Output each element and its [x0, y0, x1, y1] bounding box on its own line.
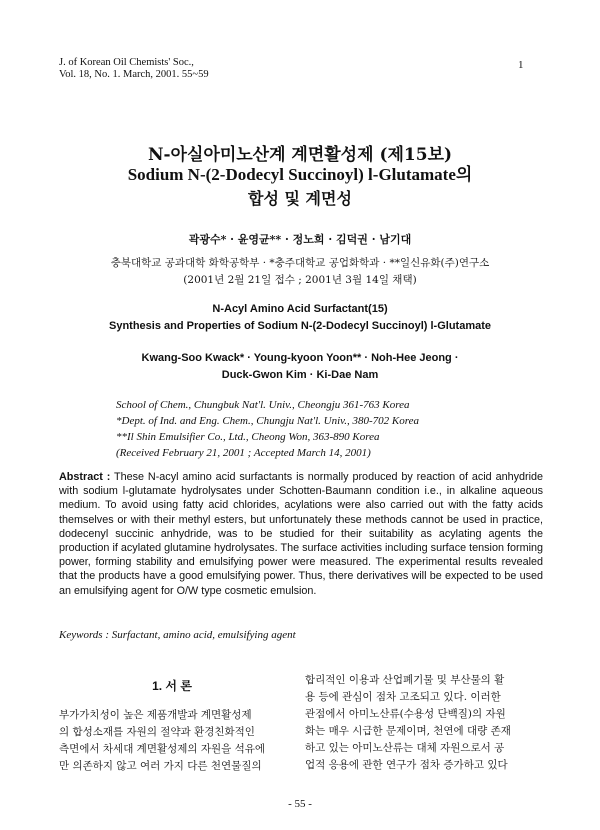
body-line: 관점에서 아미노산류(수용성 단백질)의 자원 [305, 708, 506, 720]
authors-english-line-2: Duck-Gwon Kim · Ki-Dae Nam [221, 369, 379, 381]
body-line: 업적 응용에 관한 연구가 점차 증가하고 있다 [305, 759, 508, 771]
abstract [59, 470, 543, 598]
title-korean-line3: 합성 및 계면성 [248, 189, 352, 208]
abstract-label: Abstract : [59, 471, 111, 483]
body-line: 용 등에 관심이 점차 고조되고 있다. 이러한 [305, 691, 501, 703]
body-line: 화는 매우 시급한 문제이며, 천연에 대량 존재 [305, 725, 511, 737]
authors-korean: 곽광수* · 윤영균** · 정노희 · 김덕권 · 남기대 [188, 233, 412, 246]
footer-page-number: - 55 - [288, 798, 312, 810]
header-page-number: 1 [518, 59, 524, 71]
authors-english-line-1: Kwang-Soo Kwack* · Young-kyoon Yoon** · Noh-Hee Jeong · [141, 352, 459, 364]
left-column [59, 707, 285, 775]
keywords: Keywords : Surfactant, amino acid, emulsifying agent [59, 629, 296, 641]
affiliation-english-line-1: School of Chem., Chungbuk Nat'l. Univ., Cheongju 361-763 Korea [116, 399, 410, 411]
authors-english [0, 350, 600, 384]
body-line: 부가가치성이 높은 제품개발과 계면활성제 [59, 709, 252, 721]
english-title-line-1: N-Acyl Amino Acid Surfactant(15) [212, 303, 388, 315]
journal-citation [59, 57, 209, 81]
body-line: 측면에서 차세대 계면활성제의 자원을 석유에 [59, 743, 266, 755]
abstract-text: These N-acyl amino acid surfactants is normally produced by reaction of acid anhydride with sodium l-glutamate hydrolysates under Schotten-Baumann condition i.e., in alkaline aqueous medium. To avoid using fatty acid chlorides, acylations were also carried out with the fatty acids themselves or with their methyl esters, but unfortunately these methods cannot be used in practice, dodecenyl succinic anhydride, was to be studied for their suitability as acylating agents the production if acylated glutamine hydrolysates. The surface activities including surface tension forming power, forming stability and emulsifying power were measured. The experimental results revealed that the products have a good emulsifying power. Thus, there derivatives will be expected to be used an emulsifying agent for O/W type cosmetic emulsion. [59, 471, 543, 597]
section-heading: 1. 서 론 [152, 679, 192, 693]
english-title-line-2: Synthesis and Properties of Sodium N-(2-Dodecyl Succinoyl) l-Glutamate [108, 320, 491, 332]
title-english: Sodium N-(2-Dodecyl Succinoyl) l-Glutamate의 [127, 165, 473, 184]
affiliation-english [116, 397, 419, 461]
affiliation-korean: 충북대학교 공과대학 화학공학부 · *충주대학교 공업화학과 · **일신유화(주)연구소 [110, 257, 490, 269]
body-line: 만 의존하지 않고 여러 가지 다른 천연물질의 [59, 760, 262, 772]
title-korean: N-아실아미노산계 계면활성제 (제15보) [147, 145, 453, 165]
received-accepted-dates: (Received February 21, 2001 ; Accepted March 14, 2001) [116, 447, 371, 459]
affiliation-english-line-2: *Dept. of Ind. and Eng. Chem., Chungju Nat'l. Univ., 380-702 Korea [116, 415, 419, 427]
affiliation-english-line-3: **Il Shin Emulsifier Co., Ltd., Cheong Won, 363-890 Korea [116, 431, 380, 443]
body-line: 의 합성소재를 자원의 절약과 환경친화적인 [59, 726, 255, 738]
right-column [305, 672, 543, 774]
journal-line-1: J. of Korean Oil Chemists' Soc., [59, 57, 194, 68]
body-line: 하고 있는 아미노산류는 대체 자원으로서 공 [305, 742, 505, 754]
dates-korean: (2001년 2월 21일 접수 ; 2001년 3월 14일 채택) [183, 274, 417, 286]
journal-line-2: Vol. 18, No. 1. March, 2001. 55~59 [59, 69, 209, 80]
body-line: 합리적인 이용과 산업폐기물 및 부산물의 활 [305, 674, 505, 686]
